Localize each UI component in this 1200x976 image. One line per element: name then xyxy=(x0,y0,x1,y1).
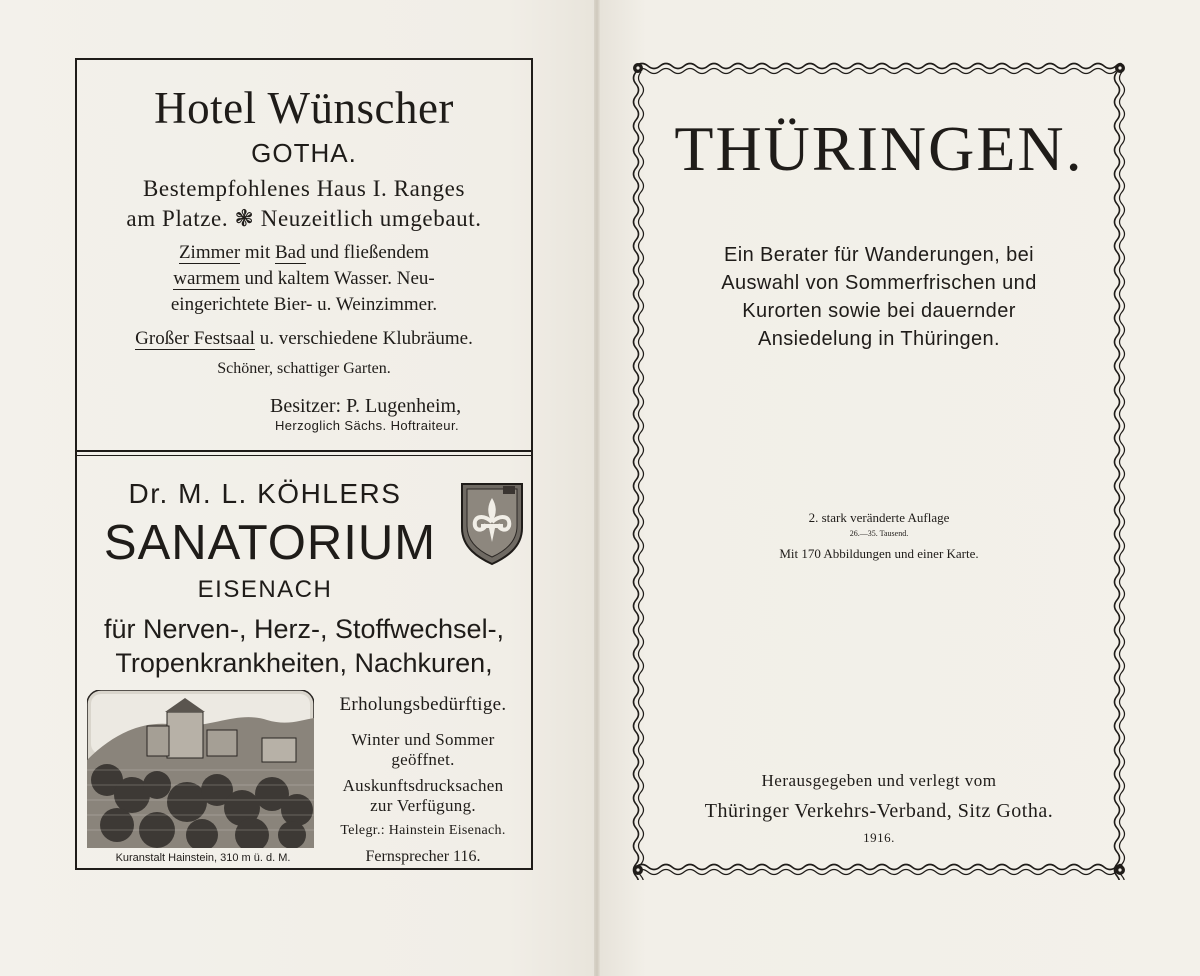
sanatorium-info-1: Auskunftsdrucksachen xyxy=(342,776,504,795)
sanatorium-city: EISENACH xyxy=(197,576,333,603)
subtitle-line-3: Kurorten sowie bei dauernder xyxy=(742,300,1016,322)
hotel-line-1: Bestempfohlenes Haus I. Ranges xyxy=(142,176,466,201)
engraving-caption: Kuranstalt Hainstein, 310 m ü. d. M. xyxy=(115,852,291,864)
hotel-name: Hotel Wünscher xyxy=(154,83,454,133)
rooms-rest: und fließendem xyxy=(305,242,430,263)
sanatorium-title: SANATORIUM xyxy=(103,516,437,570)
subtitle-line-4: Ansiedelung in Thüringen. xyxy=(757,328,1001,350)
edition-note: 2. stark veränderte Auflage xyxy=(808,510,950,525)
sanatorium-phone: Fernsprecher 116. xyxy=(365,848,481,865)
hotel-hall-line xyxy=(75,328,533,350)
sanatorium-line-3: Erholungsbedürftige. xyxy=(339,694,507,715)
warm-word: warmem xyxy=(173,268,240,289)
rooms-with: mit xyxy=(240,242,275,263)
hotel-rooms-line-1 xyxy=(75,242,533,264)
hotel-garden: Schöner, schattiger Garten. xyxy=(217,360,391,377)
book-title: THÜRINGEN. xyxy=(674,113,1084,184)
rooms-word: Zimmer xyxy=(178,242,241,263)
sanatorium-telegram: Telegr.: Hainstein Eisenach. xyxy=(340,823,506,838)
festival-hall: Großer Festsaal xyxy=(135,328,255,349)
subtitle-line-2: Auswahl von Sommerfrischen und xyxy=(721,272,1037,294)
advertisement-divider xyxy=(75,450,533,456)
hotel-rooms-line-2 xyxy=(75,268,533,290)
sanatorium-doctor: Dr. M. L. KÖHLERS xyxy=(128,478,402,509)
publication-year: 1916. xyxy=(863,830,895,845)
water-rest: und kaltem Wasser. Neu- xyxy=(239,268,435,289)
book-gutter xyxy=(594,0,600,976)
hotel-owner: Besitzer: P. Lugenheim, xyxy=(270,395,462,417)
sanatorium-line-2: Tropenkrankheiten, Nachkuren, xyxy=(115,648,493,678)
bath-word: Bad xyxy=(274,242,306,263)
hotel-city: GOTHA. xyxy=(251,138,357,168)
print-run: 26.—35. Tausend. xyxy=(849,529,909,538)
hotel-rooms-line-3: eingerichtete Bier- u. Weinzimmer. xyxy=(170,294,438,315)
sanatorium-info-2: zur Verfügung. xyxy=(370,796,476,815)
illustrations-note: Mit 170 Abbildungen und einer Karte. xyxy=(779,546,979,561)
sanatorium-season-1: Winter und Sommer xyxy=(351,730,495,749)
sanatorium-line-1: für Nerven-, Herz-, Stoffwechsel-, xyxy=(103,614,505,644)
publisher-line-1: Herausgegeben und verlegt vom xyxy=(761,771,997,790)
hotel-line-2: am Platze. ❃ Neuzeitlich umgebaut. xyxy=(126,206,482,231)
hall-rest: u. verschiedene Klubräume. xyxy=(254,328,473,349)
sanatorium-engraving xyxy=(87,690,314,848)
hotel-owner-title: Herzoglich Sächs. Hoftraiteur. xyxy=(275,418,459,433)
publisher-line-2: Thüringer Verkehrs-Verband, Sitz Gotha. xyxy=(704,800,1054,822)
fleur-de-lis-crest-icon xyxy=(459,480,525,566)
sanatorium-season-2: geöffnet. xyxy=(391,750,455,769)
subtitle-line-1: Ein Berater für Wanderungen, bei xyxy=(723,244,1034,266)
